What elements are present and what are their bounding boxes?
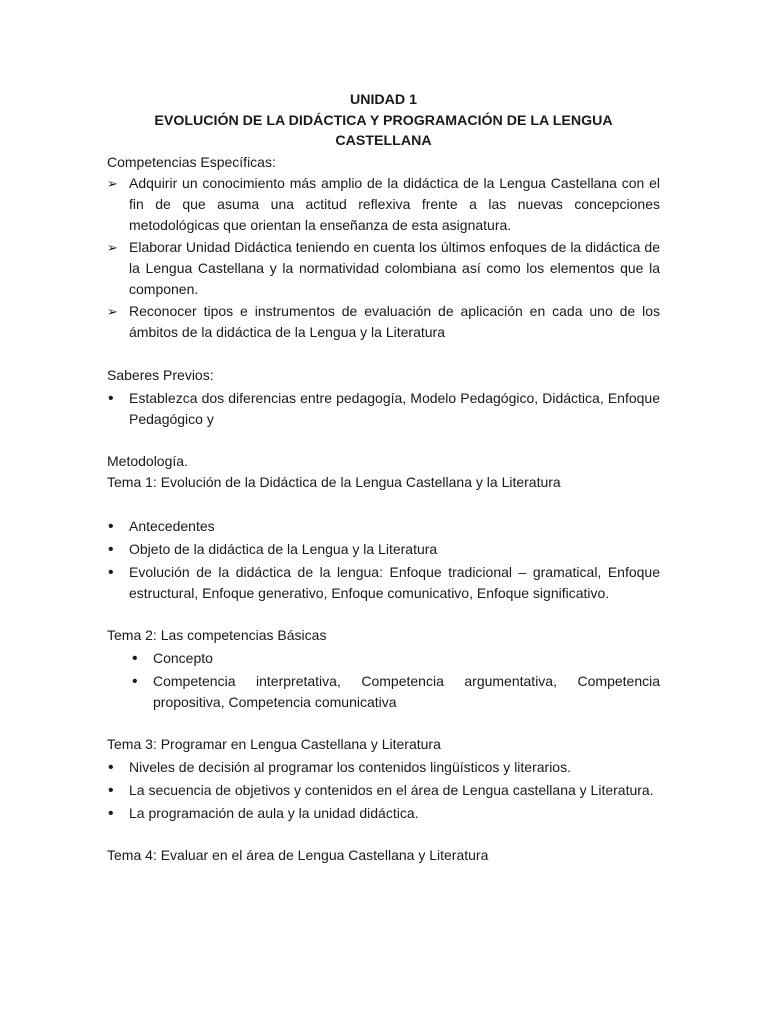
arrow-bullet-icon: ➢ [107,175,118,191]
list-item: • Competencia interpretativa, Competencia argumentativa, Competencia propositiva, Competencia comunicativa [132,672,660,710]
list-item: ➢ Reconocer tipos e instrumentos de evaluación de aplicación en cada uno de los ámbitos de la didáctica de la Lengua y la Literatura [107,302,660,340]
unit-title-line-2: CASTELLANA [335,133,432,149]
competencias-heading: Competencias Específicas: [107,153,276,170]
unit-heading: UNIDAD 1 [349,92,417,108]
bullet-icon: • [108,804,114,822]
tema-3-heading: Tema 3: Programar en Lengua Castellana y Literatura [107,735,441,752]
competencias-list [107,173,660,343]
bullet-icon: • [108,389,114,407]
tema-1-heading: Tema 1: Evolución de la Didáctica de la Lengua Castellana y la Literatura [107,473,561,490]
arrow-bullet-icon: ➢ [107,303,118,319]
arrow-bullet-icon: ➢ [107,239,118,255]
bullet-icon: • [132,672,138,690]
unit-title-line-1: EVOLUCIÓN DE LA DIDÁCTICA Y PROGRAMACIÓN DE LA LENGUA [154,112,613,129]
tema-1-list [107,516,660,604]
tema-4-heading: Tema 4: Evaluar en el área de Lengua Castellana y Literatura [107,846,489,863]
bullet-icon: • [132,649,138,667]
list-item: • Establezca dos diferencias entre pedagogía, Modelo Pedagógico, Didáctica, Enfoque Pedagógico y [108,389,660,427]
bullet-icon: • [108,563,114,581]
bullet-icon: • [108,517,114,535]
list-item: • Antecedentes [108,517,215,535]
list-item: ➢ Adquirir un conocimiento más amplio de la didáctica de la Lengua Castellana con el fin de que asuma una actitud reflexiva frente a las nuevas concepciones metodológicas que orientan la enseñanza de esta asignatura. [107,174,660,233]
tema-2-list [107,648,660,713]
list-item: ➢ Elaborar Unidad Didáctica teniendo en cuenta los últimos enfoques de la didáctica de la Lengua Castellana y la normatividad colombiana así como los elementos que la componen. [107,238,660,297]
saberes-list [107,388,660,430]
tema-2-heading: Tema 2: Las competencias Básicas [107,626,327,643]
metodologia-heading: Metodología. [107,452,188,469]
list-item: • Niveles de decisión al programar los contenidos lingüísticos y literarios. [108,758,571,776]
list-item: • La programación de aula y la unidad didáctica. [108,804,419,822]
list-item: • Concepto [132,649,213,667]
list-item: • Objeto de la didáctica de la Lengua y la Literatura [108,540,438,558]
list-item: • La secuencia de objetivos y contenidos en el área de Lengua castellana y Literatura. [108,781,654,799]
tema-3-list [107,757,660,824]
bullet-icon: • [108,540,114,558]
bullet-icon: • [108,781,114,799]
list-item: • Evolución de la didáctica de la lengua: Enfoque tradicional – gramatical, Enfoque estructural, Enfoque generativo, Enfoque comunicativo, Enfoque significativo. [108,563,660,601]
bullet-icon: • [108,758,114,776]
saberes-heading: Saberes Previos: [107,366,214,383]
